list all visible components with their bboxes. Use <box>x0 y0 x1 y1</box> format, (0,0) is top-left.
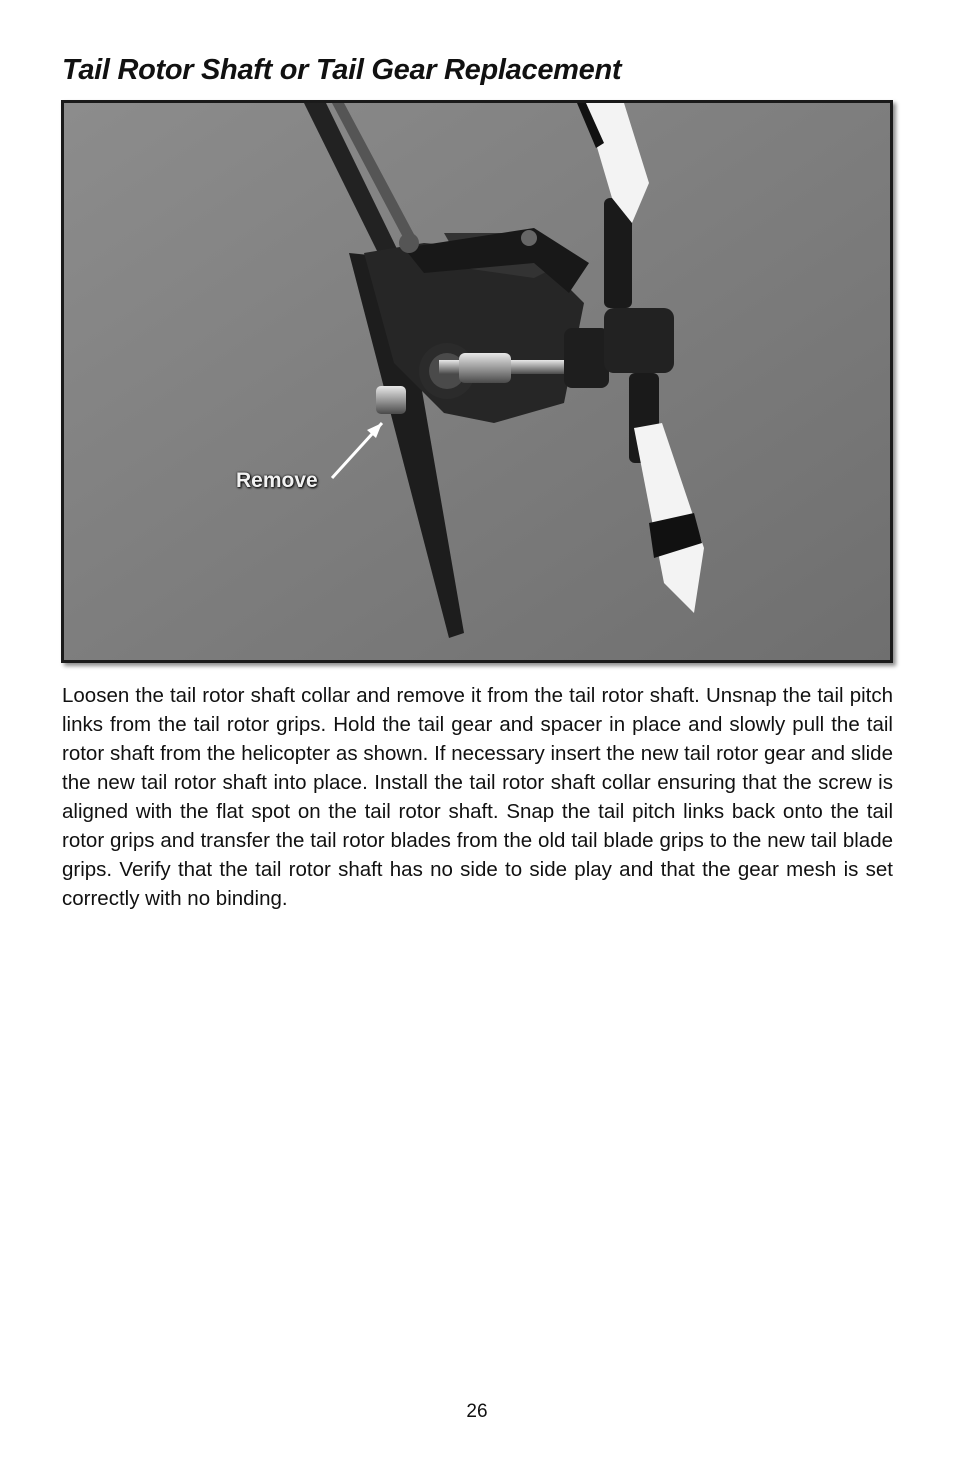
tail-rotor-photo <box>61 100 893 663</box>
page-title: Tail Rotor Shaft or Tail Gear Replacement <box>62 54 622 86</box>
pitch-slider <box>564 328 609 388</box>
shaft-collar <box>376 386 406 414</box>
remove-callout-label: Remove <box>236 469 318 492</box>
tail-rotor-illustration <box>64 103 890 660</box>
tail-rotor-hub <box>604 308 674 373</box>
page-number: 26 <box>466 1401 488 1422</box>
instructions-paragraph: Loosen the tail rotor shaft collar and remove it from the tail rotor shaft. Unsnap the tail pitch links from the tail rotor grips. Hold the tail gear and spacer in place and slowly pull the tail rotor shaft from the helicopter as shown. If necessary insert the new tail rotor gear and slide the new tail rotor shaft into place. Install the tail rotor shaft collar ensuring that the screw is aligned with the flat spot on the tail rotor shaft. Snap the tail pitch links back onto the tail rotor grips and transfer the tail rotor blades from the old tail blade grips to the new tail blade grips. Verify that the tail rotor shaft has no side to side play and that the gear mesh is set correctly with no binding. <box>62 684 893 910</box>
spacer <box>459 353 511 383</box>
